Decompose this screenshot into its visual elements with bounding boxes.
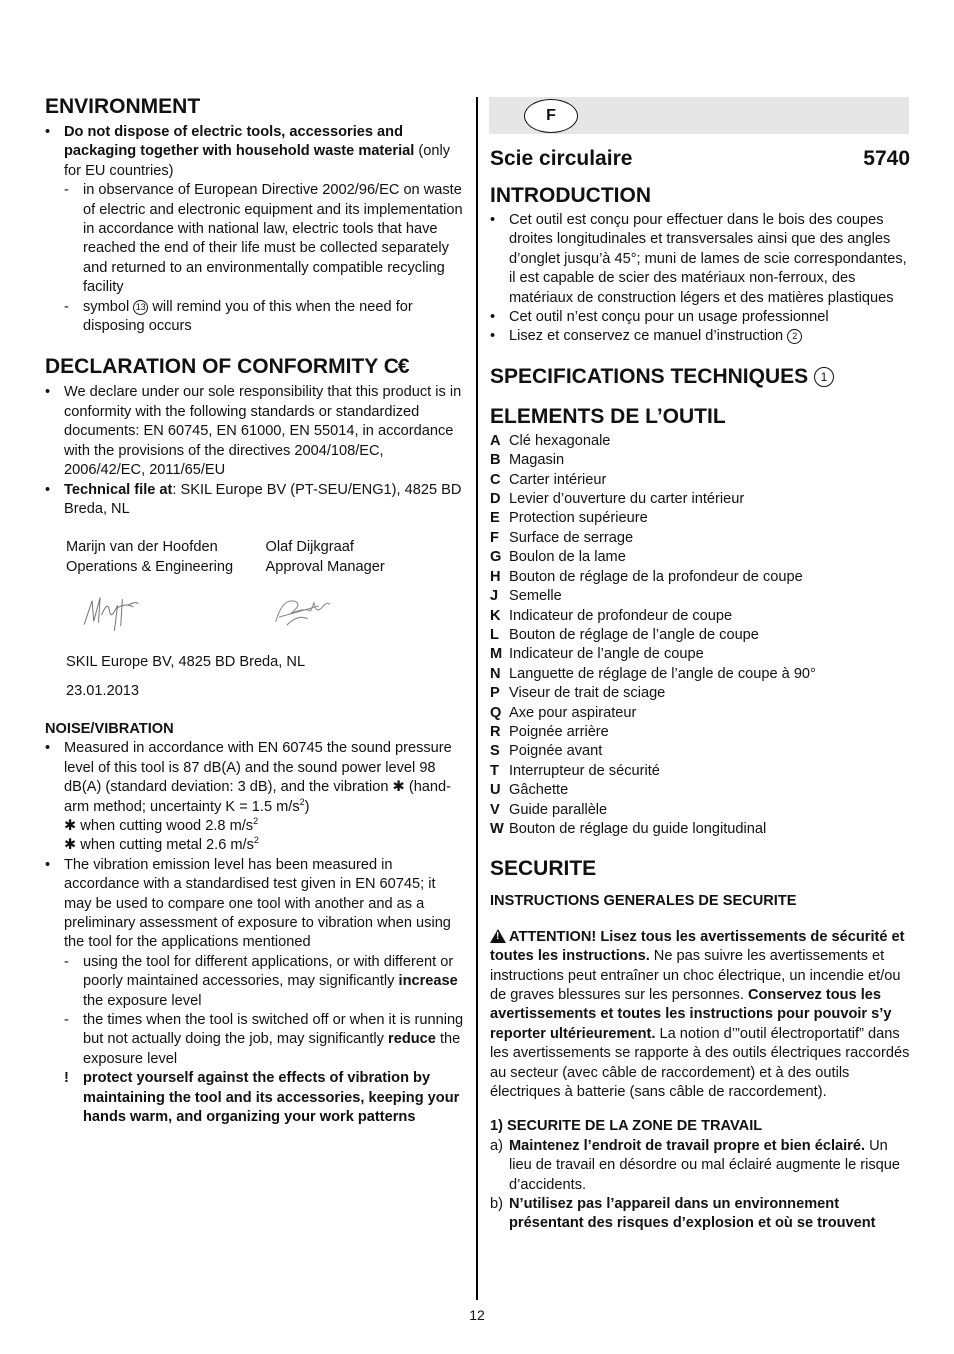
text: the times when the tool is switched off or when it is running but not actually doing the job, may significantly [83,1012,464,1048]
part-key: T [490,762,499,779]
text: Ne pas suivre les avertissements et instructions peut entraîner un choc électrique, un incendie et/ou de graves blessures sur les personnes. [490,948,901,1003]
part-label: Carter intérieur [509,471,607,488]
part-item [490,704,910,723]
declaration-date: 23.01.2013 [66,682,140,699]
part-label: Bouton de réglage de la profondeur de coupe [509,568,803,585]
part-key: F [490,529,499,546]
part-item [490,471,910,490]
star-icon: ✱ [64,837,77,854]
part-item [490,529,910,548]
list-item-text: : SKIL Europe BV (PT-SEU/ENG1), 4825 BD Breda, NL [64,481,462,517]
part-item [490,626,910,645]
part-item [490,762,910,781]
text: Lisez et conservez ce manuel d’instruction [509,328,788,345]
text: La notion d’”outil électroportatif” dans les avertissements se rapporte à des outils électriques raccordés au secteur (avec câble de raccordement) et à des outils électriques à batterie (sans câble de raccordement). [490,1025,910,1101]
part-label: Indicateur de profondeur de coupe [509,607,733,624]
language-header-bar [489,97,909,134]
part-key: M [490,646,503,663]
product-name: Scie circulaire [490,147,633,170]
part-key: V [490,801,500,818]
environment-heading: ENVIRONMENT [45,95,201,118]
part-key: E [490,510,500,527]
superscript: 2 [299,796,305,807]
text: will remind you of this when the need for disposing occurs [83,298,413,335]
part-label: Magasin [509,452,565,469]
sub-list [64,181,465,336]
part-key: S [490,743,500,760]
list-item [490,1195,910,1234]
part-item [490,665,910,684]
sub-list-item [64,953,465,1011]
figure-2-icon: 2 [787,329,802,344]
work-area-heading: 1) SECURITE DE LA ZONE DE TRAVAIL [490,1118,763,1135]
part-label: Guide parallèle [509,801,608,818]
part-key: W [490,820,504,837]
list-item [45,123,465,336]
bold-text: reduce [388,1031,436,1048]
sub-list-item: - in observance of European Directive 2002/96/EC on waste of electric and electronic equipment and its implementation in accordance with national law, electric tools that have reached the end of their life must be collected separately and returned to an environmentally compatible recycling facility [64,181,465,297]
text: The vibration emission level has been measured in accordance with a standardised test given in EN 60745; it may be used to compare one tool with another and as a preliminary assessment of exposure to vibration when using the tool for the applications mentioned [64,856,451,951]
signature-2-icon [271,585,335,635]
part-label: Gâchette [509,782,569,799]
part-item [490,568,910,587]
text: when cutting metal 2.6 m/s [76,837,254,854]
sub-list-item [64,298,465,337]
declaration-list [45,383,465,519]
part-label: Surface de serrage [509,529,634,546]
noise-heading: NOISE/VIBRATION [45,720,174,737]
part-label: Languette de réglage de l’angle de coupe à 90° [509,665,816,682]
part-key: G [490,549,502,566]
part-label: Poignée avant [509,743,603,760]
list-item-bold: Do not dispose of electric tools, accessories and packaging together with household waste material [64,124,415,160]
right-column [490,146,910,1234]
part-key: R [490,723,501,740]
part-key: N [490,665,501,682]
text: ) [304,798,310,815]
parts-list [490,432,910,840]
list-item-bold: Technical file at [64,481,173,498]
heading-text: SPECIFICATIONS TECHNIQUES [490,364,814,388]
text: using the tool for different applications, or with different or poorly maintained accessories, may significantly [83,953,454,990]
product-title [490,146,910,172]
superscript: 2 [253,816,259,827]
signer-1 [66,538,266,577]
part-key: C [490,471,501,488]
part-key: P [490,685,500,702]
part-key: L [490,626,499,643]
signatures [81,585,465,647]
attention-paragraph [490,928,910,1103]
warning-item [64,1069,465,1127]
bold-text: increase [398,973,458,990]
part-item [490,801,910,820]
safety-subheading: INSTRUCTIONS GENERALES DE SECURITE [490,893,797,910]
part-label: Bouton de réglage de l’angle de coupe [509,626,759,643]
list-item: • Cet outil est conçu pour effectuer dans le bois des coupes droites longitudinales et transversales ainsi que des angles d’onglet jusqu’à 45°; muni de lames de scie correspondantes, il est capable de scier des matériaux non-ferroux, des matériaux de construction légers et des matières plastiques [490,211,910,308]
part-item [490,432,910,451]
figure-1-icon: 1 [814,367,834,387]
signer-title: Approval Manager [265,558,385,575]
column-divider [476,97,478,1300]
part-label: Boulon de la lame [509,549,626,566]
part-label: Semelle [509,588,562,605]
bold-text: protect yourself against the effects of vibration by maintaining the tool and its accessories, keeping your hands warm, and organizing your work patterns [83,1070,460,1126]
product-model: 5740 [863,147,910,170]
text: Un lieu de travail en désordre ou mal éclairé augmente le risque d’accidents. [509,1137,901,1193]
language-badge: F [524,99,578,133]
left-column [45,92,465,1127]
ce-mark-icon: C€ [383,355,409,379]
signer-2 [266,538,466,577]
part-item [490,723,910,742]
signature-1-icon [81,585,141,645]
part-label: Indicateur de l’angle de coupe [509,646,704,663]
part-item [490,548,910,567]
list-item-text: (only for EU countries) [64,143,451,179]
securite-heading: SECURITE [490,857,597,881]
text: when cutting wood 2.8 m/s [76,817,254,834]
signers [66,538,465,577]
part-item [490,781,910,800]
star-icon: ✱ [64,817,77,834]
elements-heading: ELEMENTS DE L’OUTIL [490,404,726,428]
part-item [490,490,910,509]
work-area-list [490,1137,910,1234]
list-item [45,481,465,520]
list-item: • We declare under our sole responsibility that this product is in conformity with the following standards or standardized documents: EN 60745, EN 61000, EN 55014, in accordance with the provisions of the directives 2004/108/EC, 2006/42/EC, 2011/65/EU [45,383,465,480]
star-icon: ✱ [392,779,405,796]
item-letter: b) [490,1196,503,1213]
text: (hand-arm method; uncertainty K = 1.5 m/s [64,779,452,815]
part-label: Interrupteur de sécurité [509,762,660,779]
bold-text: Conservez tous les avertissements et toutes les instructions pour pouvoir s’y reporter ultérieurement. [490,987,892,1042]
part-key: U [490,782,501,799]
part-label: Clé hexagonale [509,432,611,449]
introduction-heading: INTRODUCTION [490,184,651,207]
signer-title: Operations & Engineering [66,558,234,575]
text: the exposure level [83,992,202,1009]
list-item: • Cet outil n’est conçu pour un usage professionnel [490,308,910,327]
company-address: SKIL Europe BV, 4825 BD Breda, NL [66,654,306,671]
item-letter: a) [490,1137,503,1154]
list-item [490,327,910,346]
part-item [490,607,910,626]
part-label: Poignée arrière [509,723,609,740]
signer-name: Olaf Dijkgraaf [265,539,354,556]
bold-text: ATTENTION! Lisez tous les avertissements de sécurité et toutes les instructions. [490,928,905,965]
list-item [45,739,465,855]
superscript: 2 [253,835,259,846]
part-label: Viseur de trait de sciage [509,685,666,702]
part-key: J [490,588,499,605]
part-item [490,509,910,528]
heading-text: DECLARATION OF CONFORMITY [45,355,378,379]
bold-text: Maintenez l’endroit de travail propre et bien éclairé. [509,1137,866,1154]
sub-list-item [64,1011,465,1069]
bold-text: N’utilisez pas l’appareil dans un environnement présentant des risques d’explosion et où se trouvent [509,1196,876,1232]
introduction-list [490,211,910,347]
part-label: Bouton de réglage du guide longitudinal [509,820,767,837]
part-key: D [490,491,501,508]
part-key: B [490,452,501,469]
part-item [490,645,910,664]
warning-triangle-icon [490,929,506,943]
text: the exposure level [83,1031,461,1067]
declaration-heading [45,354,465,380]
environment-list [45,123,465,336]
part-item [490,587,910,606]
part-item [490,451,910,470]
text: Measured in accordance with EN 60745 the sound pressure level of this tool is 87 dB(A) and the sound power level 98 dB(A) (standard deviation: 3 dB), and the vibration [64,740,452,796]
part-key: K [490,607,501,624]
list-item [490,1137,910,1195]
part-item [490,820,910,839]
part-item [490,684,910,703]
symbol-13-icon: 13 [133,300,148,315]
page-number: 12 [469,1307,485,1323]
part-key: Q [490,704,502,721]
specifications-heading [490,364,910,390]
text: symbol [83,298,134,315]
list-item [45,856,465,1128]
part-label: Protection supérieure [509,510,648,527]
part-key: H [490,568,501,585]
noise-list [45,739,465,1127]
sub-list [64,953,465,1128]
signer-name: Marijn van der Hoofden [66,539,218,556]
part-item [490,742,910,761]
part-key: A [490,432,501,449]
part-label: Axe pour aspirateur [509,704,637,721]
part-label: Levier d’ouverture du carter intérieur [509,491,745,508]
